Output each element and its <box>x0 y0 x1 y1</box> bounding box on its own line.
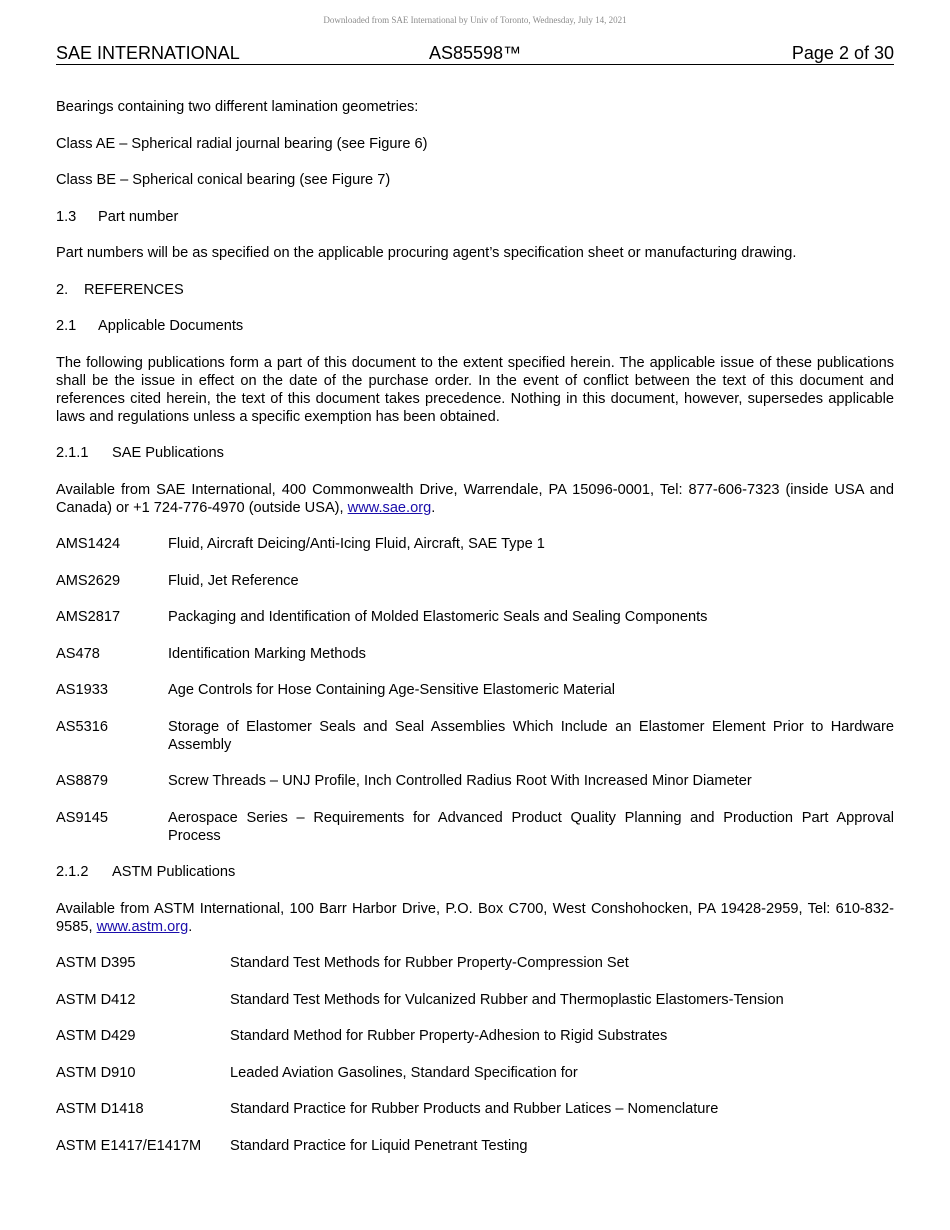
astm-reference-list <box>56 954 894 1155</box>
sae-reference-list <box>56 535 894 845</box>
section-heading-2-1-2 <box>56 863 894 881</box>
document-number: AS85598™ <box>428 43 522 63</box>
reference-code: AS478 <box>56 645 100 662</box>
reference-entry <box>56 572 894 590</box>
reference-title: Standard Test Methods for Vulcanized Rubber and Thermoplastic Elastomers-Tension <box>230 991 784 1008</box>
reference-entry <box>56 645 894 663</box>
section-heading-2-1-1 <box>56 444 894 462</box>
reference-entry <box>56 1064 894 1082</box>
reference-title: Fluid, Jet Reference <box>168 572 299 589</box>
reference-entry <box>56 718 894 754</box>
applicable-documents-paragraph: The following publications form a part of this document to the extent specified herein. The applicable issue of these publications shall be the issue in effect on the date of the purchase order. In the event of conflict between the text of this document and references cited herein, the text of this document takes precedence. Nothing in this document, however, supersedes applicable laws and regulations unless a specific exemption has been obtained. <box>56 354 894 425</box>
reference-title: Leaded Aviation Gasolines, Standard Specification for <box>230 1064 578 1081</box>
class-be-line: Class BE – Spherical conical bearing (see Figure 7) <box>56 172 391 188</box>
reference-entry <box>56 991 894 1009</box>
page-header <box>56 43 894 65</box>
section-number: 1.3 <box>56 208 77 225</box>
reference-title: Standard Practice for Rubber Products and Rubber Latices – Nomenclature <box>230 1101 719 1117</box>
reference-code: ASTM D1418 <box>56 1101 144 1117</box>
sae-availability-text: Available from SAE International, 400 Commonwealth Drive, Warrendale, PA 15096-0001, Tel: 877-606-7323 (inside USA and Canada) or +1 724-776-4970 (outside USA), <box>56 481 894 516</box>
reference-title: Age Controls for Hose Containing Age-Sensitive Elastomeric Material <box>168 682 615 698</box>
reference-code: ASTM D395 <box>56 955 136 971</box>
reference-entry <box>56 535 894 553</box>
section-number: 2.1.2 <box>56 864 89 880</box>
document-body <box>56 98 894 1173</box>
reference-code: AS9145 <box>56 809 108 826</box>
reference-entry <box>56 809 894 845</box>
section-title: REFERENCES <box>84 281 184 298</box>
reference-title: Aerospace Series – Requirements for Advanced Product Quality Planning and Production Part Approval Process <box>168 809 894 844</box>
section-title: ASTM Publications <box>112 864 236 880</box>
reference-entry <box>56 681 894 699</box>
reference-code: ASTM D910 <box>56 1064 136 1081</box>
section-heading-2 <box>56 281 894 299</box>
reference-code: ASTM E1417/E1417M <box>56 1137 202 1154</box>
section-number: 2.1 <box>56 318 77 334</box>
reference-entry <box>56 608 894 626</box>
astm-availability-text: Available from ASTM International, 100 Barr Harbor Drive, P.O. Box C700, West Conshohocken, PA 19428-2959, Tel: 610-832-9585, <box>56 900 894 935</box>
reference-code: AS1933 <box>56 682 108 698</box>
reference-title: Standard Practice for Liquid Penetrant Testing <box>230 1137 528 1154</box>
section-number: 2.1.1 <box>56 445 89 461</box>
astm-availability-paragraph: Available from ASTM International, 100 Barr Harbor Drive, P.O. Box C700, West Conshohocken, PA 19428-2959, Tel: 610-832-9585, www.astm.org. <box>56 900 894 935</box>
reference-title: Screw Threads – UNJ Profile, Inch Controlled Radius Root With Increased Minor Diameter <box>168 773 752 789</box>
reference-entry <box>56 1137 894 1155</box>
astm-website-link[interactable]: www.astm.org <box>96 918 189 935</box>
publisher-name: SAE INTERNATIONAL <box>56 43 240 63</box>
reference-code: AS5316 <box>56 718 108 735</box>
sae-availability-paragraph: Available from SAE International, 400 Commonwealth Drive, Warrendale, PA 15096-0001, Tel: 877-606-7323 (inside USA and Canada) or +1 724-776-4970 (outside USA), www.sae.org. <box>56 481 894 516</box>
reference-title: Storage of Elastomer Seals and Seal Assemblies Which Include an Elastomer Element Prior to Hardware Assembly <box>168 718 894 753</box>
download-watermark: Downloaded from SAE International by Univ of Toronto, Wednesday, July 14, 2021 <box>323 15 627 25</box>
section-heading-2-1 <box>56 317 894 335</box>
reference-code: ASTM D412 <box>56 991 136 1008</box>
reference-code: AMS1424 <box>56 536 121 552</box>
reference-title: Identification Marking Methods <box>168 645 366 662</box>
section-title: SAE Publications <box>112 445 224 461</box>
reference-entry <box>56 772 894 790</box>
intro-paragraph: Bearings containing two different lamination geometries: <box>56 99 419 115</box>
reference-code: AS8879 <box>56 773 108 789</box>
part-number-paragraph: Part numbers will be as specified on the applicable procuring agent’s specification sheet or manufacturing drawing. <box>56 245 797 261</box>
reference-entry <box>56 1027 894 1045</box>
reference-title: Packaging and Identification of Molded Elastomeric Seals and Sealing Components <box>168 609 708 625</box>
reference-entry <box>56 954 894 972</box>
reference-entry <box>56 1100 894 1118</box>
reference-code: AMS2817 <box>56 609 121 625</box>
reference-title: Fluid, Aircraft Deicing/Anti-Icing Fluid, Aircraft, SAE Type 1 <box>168 536 545 552</box>
reference-code: ASTM D429 <box>56 1028 136 1044</box>
class-ae-line: Class AE – Spherical radial journal bearing (see Figure 6) <box>56 135 428 152</box>
section-heading-1-3 <box>56 208 894 226</box>
section-number: 2. <box>56 281 69 298</box>
section-title: Part number <box>98 208 179 225</box>
page-indicator: Page 2 of 30 <box>791 43 894 63</box>
reference-title: Standard Test Methods for Rubber Property-Compression Set <box>230 955 629 971</box>
section-title: Applicable Documents <box>98 318 244 334</box>
reference-code: AMS2629 <box>56 572 121 589</box>
reference-title: Standard Method for Rubber Property-Adhesion to Rigid Substrates <box>230 1028 668 1044</box>
sae-website-link[interactable]: www.sae.org <box>347 499 432 516</box>
